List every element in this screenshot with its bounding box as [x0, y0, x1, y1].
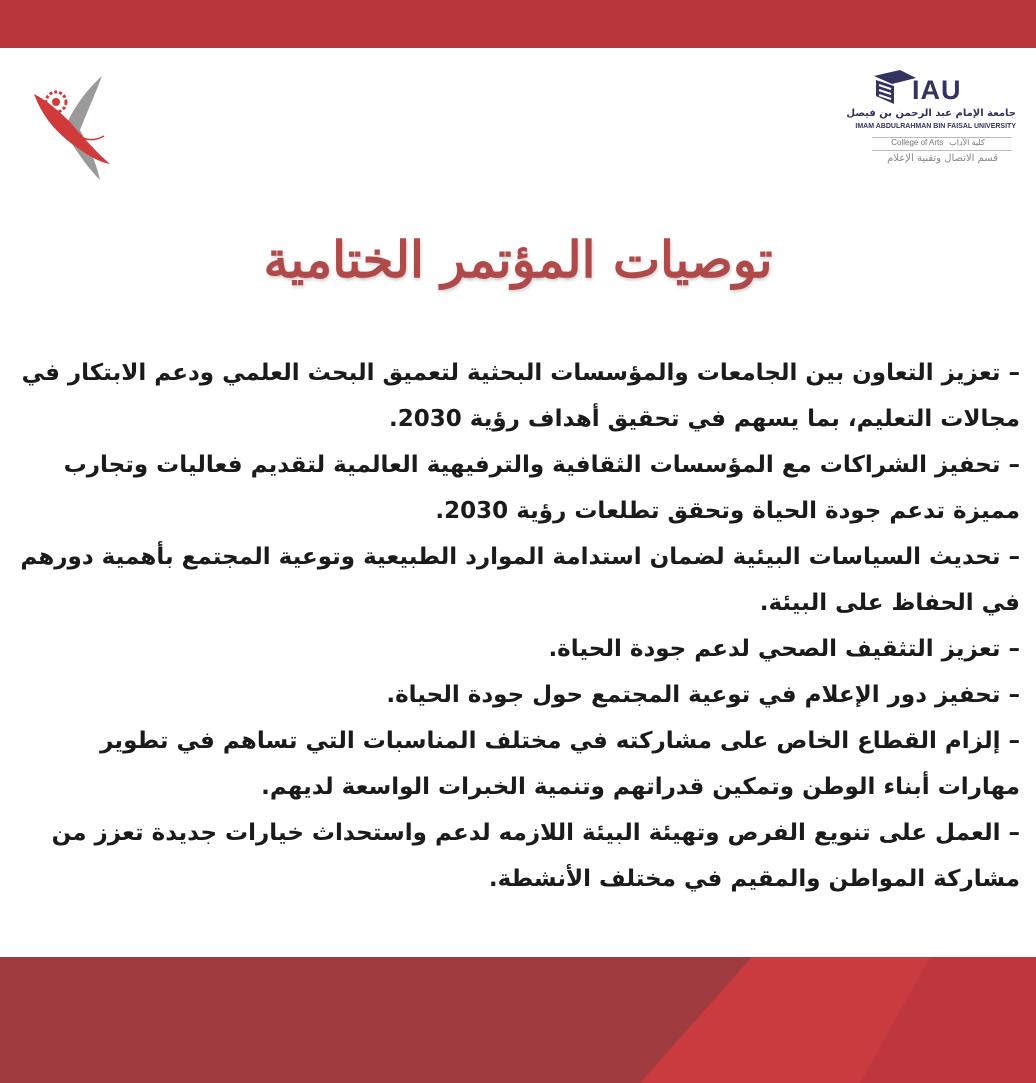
- conference-logo-icon: [28, 72, 124, 184]
- iau-college-line: [878, 138, 998, 148]
- recommendation-item: – إلزام القطاع الخاص على مشاركته في مختلف المناسبات التي تساهم في تطوير مهارات أبناء الوطن وتمكين قدراتهم وتنمية الخبرات الواسعة لديهم.: [100, 728, 1020, 800]
- iau-english-name: IMAM ABDULRAHMAN BIN FAISAL UNIVERSITY: [855, 123, 1016, 130]
- iau-logo-letters: IAU: [912, 75, 962, 105]
- iau-department: قسم الاتصال وتقنية الإعلام: [887, 153, 998, 164]
- recommendations-list: [20, 350, 1020, 902]
- top-color-band: [0, 0, 1036, 48]
- iau-divider: [872, 150, 1012, 151]
- iau-college-ar: كلية الآداب: [949, 138, 985, 147]
- iau-arabic-name: جامعة الإمام عبد الرحمن بن فيصل: [846, 108, 1016, 119]
- iau-emblem-icon: [870, 70, 916, 104]
- recommendation-item: – تحفيز دور الإعلام في توعية المجتمع حول جودة الحياة.: [386, 682, 1020, 708]
- recommendation-item: – تعزيز التثقيف الصحي لدعم جودة الحياة.: [548, 636, 1020, 662]
- bottom-color-band: [0, 957, 1036, 1083]
- recommendation-item: – تحديث السياسات البيئية لضمان استدامة الموارد الطبيعية وتوعية المجتمع بأهمية دورهم في الحفاظ على البيئة.: [20, 544, 1020, 616]
- recommendation-item: – تحفيز الشراكات مع المؤسسات الثقافية والترفيهية العالمية لتقديم فعاليات وتجارب مميزة تدعم جودة الحياة وتحقق تطلعات رؤية 2030.: [63, 452, 1020, 524]
- recommendation-item: – العمل على تنويع الفرص وتهيئة البيئة اللازمه لدعم واستحداث خيارات جديدة تعزز من مشاركة المواطن والمقيم في مختلف الأنشطة.: [51, 820, 1020, 892]
- page-title: توصيات المؤتمر الختامية: [263, 230, 773, 289]
- iau-college-en: College of Arts: [891, 138, 944, 147]
- recommendation-item: – تعزيز التعاون بين الجامعات والمؤسسات البحثية لتعميق البحث العلمي ودعم الابتكار في مجالات التعليم، بما يسهم في تحقيق أهداف رؤية 2030.: [21, 360, 1020, 432]
- iau-logo: [846, 66, 1016, 170]
